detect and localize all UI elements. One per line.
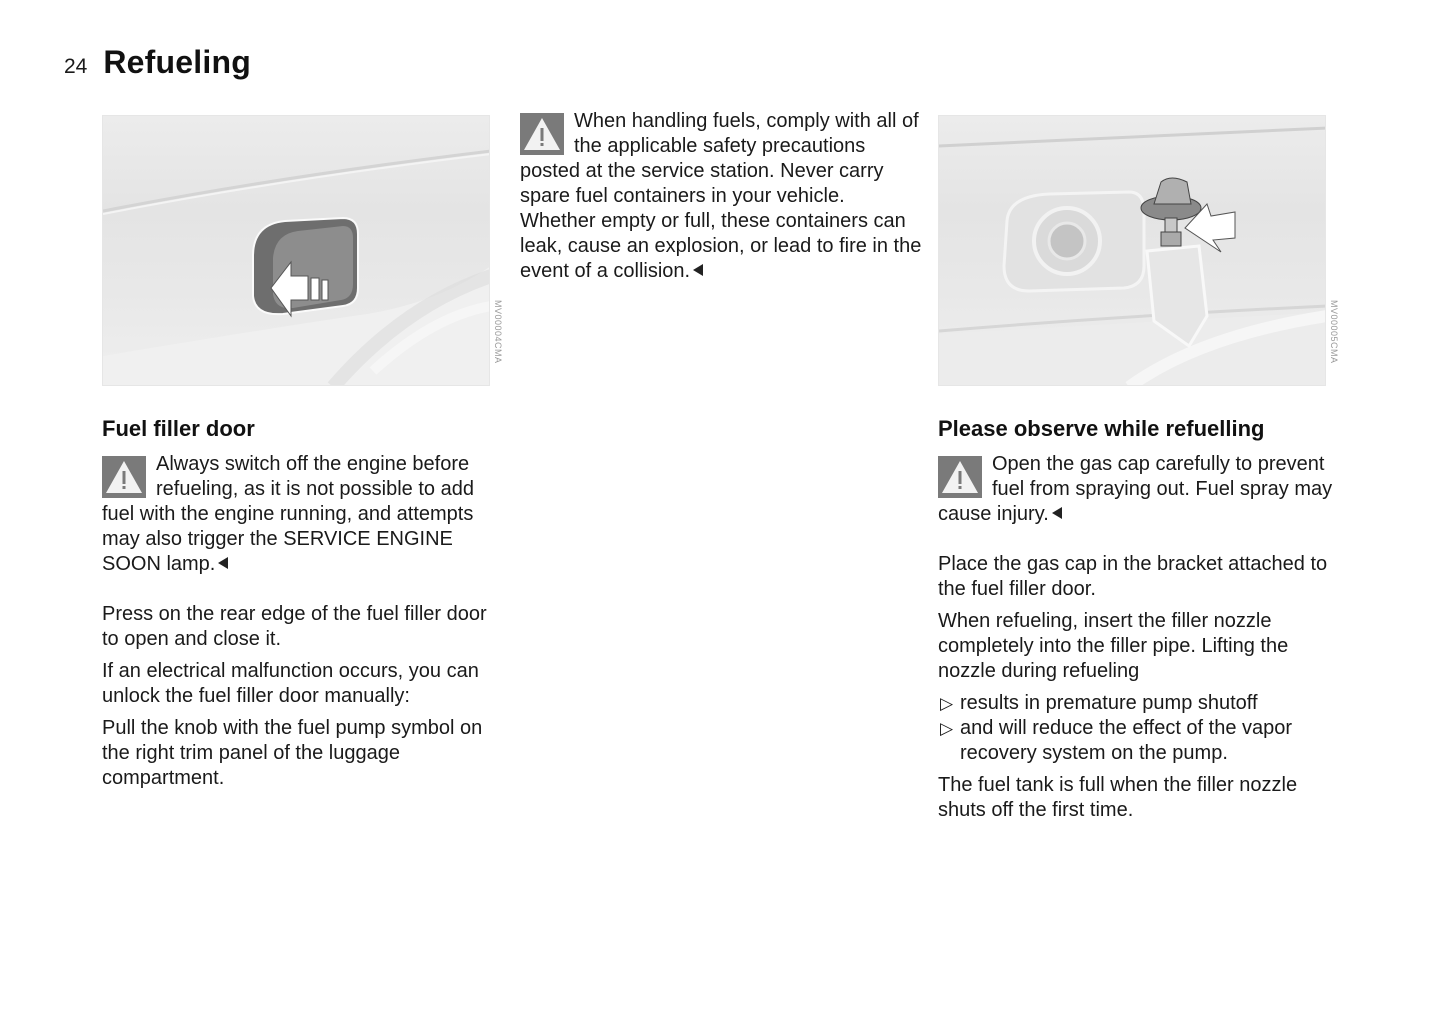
page-title: Refueling [103,44,251,80]
bullet-list [938,691,1343,766]
list-item-text: results in premature pump shutoff [960,692,1258,714]
gas-cap-bracket-illustration [939,116,1326,386]
paragraph: The fuel tank is full when the filler nozzle shuts off the first time. [938,774,1298,821]
list-item [938,716,1343,766]
warning-triangle-icon [520,113,564,155]
figure-code-left: MV00004CMA [493,300,503,364]
spacer [102,577,507,602]
figure-fuel-filler-door [102,115,490,386]
end-of-section-triangle-icon [218,557,228,569]
paragraph: Place the gas cap in the bracket attached to the fuel filler door. [938,553,1328,600]
spacer [938,527,1343,552]
engine-off-warning-text: Always switch off the engine before refueling, as it is not possible to add fuel with the engine running, and attempts may also trigger the SERVICE ENGINE SOON lamp. [102,453,474,575]
gas-cap-warning [938,452,1343,527]
section-heading-observe-refuelling: Please observe while refuelling [938,416,1265,441]
figure-gas-cap-bracket [938,115,1326,386]
triangle-bullet-icon: ▷ [940,719,954,738]
figure-code-right: MV00005CMA [1329,300,1339,364]
end-of-section-triangle-icon [1052,507,1062,519]
warning-triangle-icon [102,456,146,498]
page-number: 24 [64,55,88,78]
paragraph: When refueling, insert the filler nozzle completely into the filler pipe. Lifting the nozzle during refueling [938,610,1289,682]
end-of-section-triangle-icon [693,264,703,276]
observe-refuelling-section [938,452,1343,830]
paragraph: If an electrical malfunction occurs, you can unlock the fuel filler door manually: [102,660,479,707]
warning-triangle-icon [938,456,982,498]
fuel-handling-warning-text: When handling fuels, comply with all of the applicable safety precautions posted at the service station. Never carry spare fuel containers in your vehicle. Whether empty or full, these containers can leak, cause an explosion, or lead to fire in the event of a collision. [520,110,922,282]
gas-cap-warning-text: Open the gas cap carefully to prevent fuel from spraying out. Fuel spray may cause injury. [938,453,1333,525]
engine-off-warning [102,452,507,577]
paragraph: Press on the rear edge of the fuel filler door to open and close it. [102,603,487,650]
page-header [64,44,251,81]
triangle-bullet-icon: ▷ [940,694,954,713]
paragraph: Pull the knob with the fuel pump symbol on the right trim panel of the luggage compartment. [102,717,483,789]
list-item [938,691,1343,716]
fuel-filler-door-illustration [103,116,490,386]
list-item-text: and will reduce the effect of the vapor recovery system on the pump. [960,717,1293,764]
fuel-filler-door-section [102,452,507,798]
middle-column [520,109,925,284]
section-heading-fuel-filler-door: Fuel filler door [102,416,255,441]
fuel-handling-warning [520,109,925,284]
